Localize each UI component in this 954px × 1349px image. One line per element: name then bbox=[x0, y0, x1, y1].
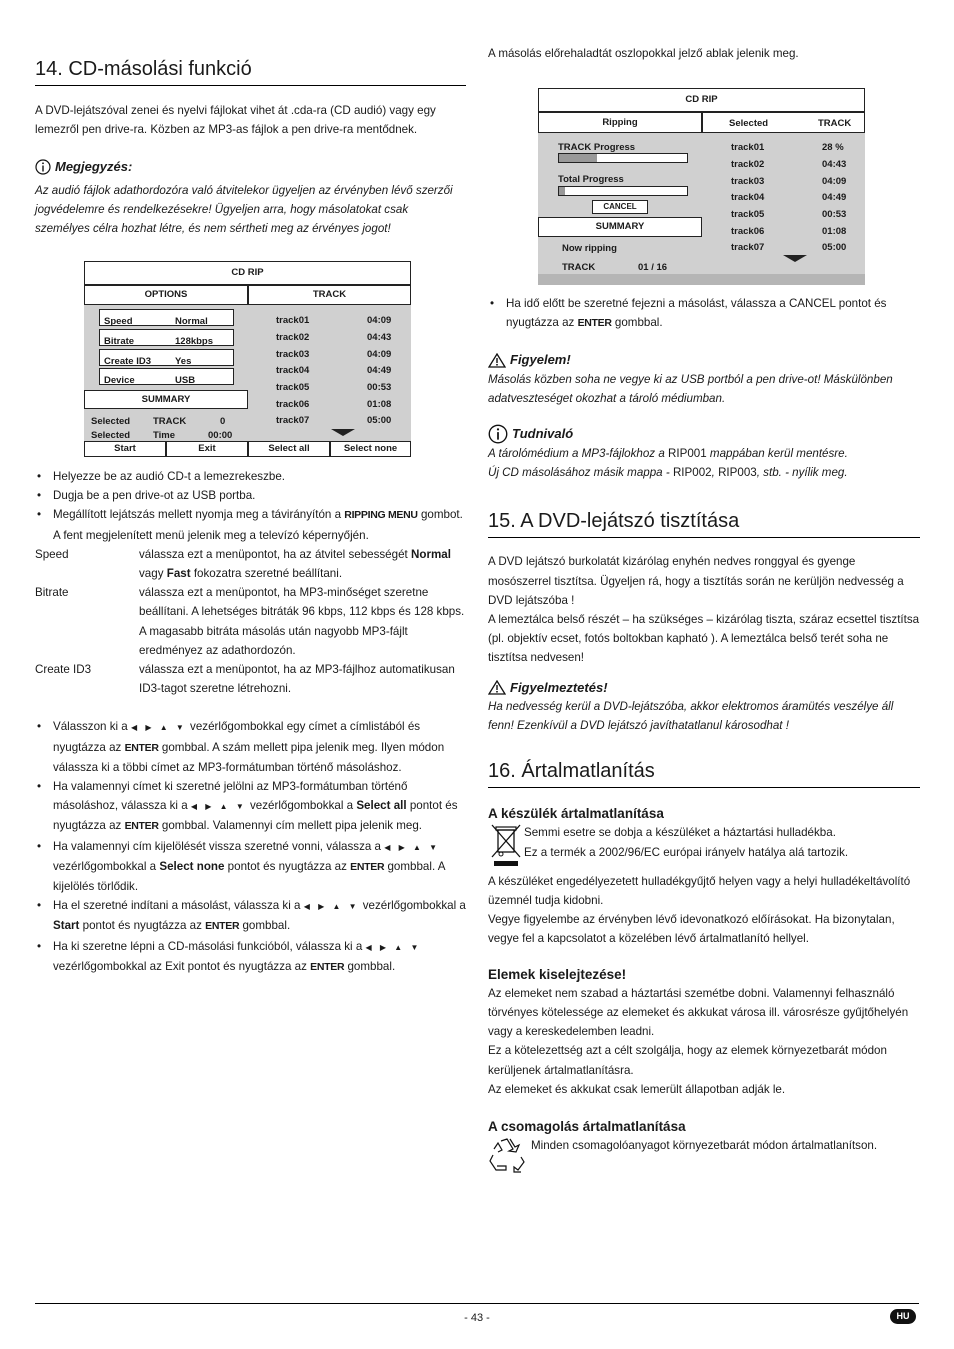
section-15-heading: 15. A DVD-lejátszó tisztítása bbox=[488, 509, 920, 538]
track-name[interactable]: track06 bbox=[276, 399, 310, 410]
track-name[interactable]: track03 bbox=[276, 349, 310, 360]
enter-key: ENTER bbox=[310, 960, 345, 973]
def-term: Create ID3 bbox=[35, 663, 92, 677]
ripping-menu-key: RIPPING MENU bbox=[344, 509, 418, 522]
select-none-button[interactable] bbox=[330, 441, 411, 457]
track-time: 28 % bbox=[822, 142, 844, 153]
step-text: Ha valamennyi címet ki szeretné jelölni az MP3-formátumban történő másoláshoz, válassza ki a bbox=[53, 780, 408, 813]
info-line-1 bbox=[488, 444, 920, 463]
cancel-button-label: CANCEL bbox=[603, 202, 637, 211]
cancel-button[interactable] bbox=[592, 200, 648, 214]
list-item bbox=[35, 937, 466, 977]
track-time: 04:09 bbox=[822, 176, 847, 187]
selected-track-value: 0 bbox=[220, 416, 226, 427]
ripping-label: Ripping bbox=[602, 117, 638, 128]
exit-button[interactable] bbox=[166, 441, 248, 457]
screen1-summary-bar bbox=[84, 390, 248, 409]
info-icon bbox=[35, 159, 51, 175]
now-ripping-label: Now ripping bbox=[562, 243, 617, 254]
battery-text-2: Ez a kötelezettség azt a célt szolgálja, hogy az elemek környezetbarát módon kerüljenek ártalmatlanításra. bbox=[488, 1044, 887, 1077]
info-heading bbox=[488, 424, 920, 444]
info-line-2: Új CD másolásához másik mappa - RIP002, RIP003, stb. - nyílik meg. bbox=[488, 466, 848, 480]
step-text: gombbal. bbox=[614, 316, 663, 330]
cancel-key: CANCEL bbox=[788, 297, 836, 310]
screen2-title: CD RIP bbox=[685, 94, 718, 105]
track-progress-bar bbox=[558, 153, 688, 163]
step-text: vezérlőgombokkal egy címet a címlistából és nyugtázza az bbox=[53, 720, 421, 754]
track-time: 04:43 bbox=[367, 332, 392, 343]
selected-track-label: TRACK bbox=[153, 416, 187, 427]
crossed-bin-icon bbox=[490, 823, 522, 867]
track-col-label: TRACK bbox=[818, 118, 852, 129]
step-text: Válasszon ki a bbox=[53, 720, 128, 734]
recycle-icon bbox=[488, 1137, 526, 1173]
track-name[interactable]: track04 bbox=[276, 365, 310, 376]
folder-name: RIP002 bbox=[672, 466, 712, 480]
info-text: , stb. - nyílik meg. bbox=[756, 466, 848, 480]
step-text: vezérlőgombokkal az Exit pontot és nyugtázza az bbox=[53, 959, 307, 973]
weee-text-1: Semmi esetre se dobja a készüléket a háztartási hulladékba. bbox=[524, 826, 836, 840]
weee-block bbox=[488, 823, 920, 861]
cleaning-text-1: A DVD lejátszó burkolatát kizárólag enyhén nedves ronggyal és gyenge mosószerrel tisztítsa. Ügyeljen rá, hogy a tisztítás során ne kerüljön nedvesség a DVD lejátszóba ! bbox=[488, 555, 904, 607]
step-text: gombot. A fent megjelenített menü jelenik meg a televízó képernyőjén. bbox=[53, 508, 463, 542]
start-key: Start bbox=[53, 919, 80, 933]
track-name: track04 bbox=[731, 192, 765, 203]
arrow-keys-icon: ◀ ▶ ▲ ▼ bbox=[384, 842, 441, 852]
total-progress-fill bbox=[559, 187, 565, 195]
screen1-track-header bbox=[248, 285, 411, 305]
info-text: Új CD másolásához másik mappa - bbox=[488, 466, 670, 480]
def-desc-text: válassza ezt a menüpontot, ha az átvitel sebességét bbox=[139, 547, 408, 561]
track-time: 04:49 bbox=[822, 192, 847, 203]
total-progress-bar bbox=[558, 186, 688, 196]
option-value: USB bbox=[175, 375, 196, 386]
step-text: vezérlőgombokkal a bbox=[53, 859, 157, 873]
setup-steps bbox=[35, 467, 466, 545]
intro-text: A DVD-lejátszóval zenei és nyelvi fájlokat vihet át .cda-ra (CD audió) vagy egy lemezről pen drive-ra. Közben az MP3-as fájlok a pen drive-ra mentődnek. bbox=[35, 104, 436, 137]
list-item bbox=[35, 777, 466, 837]
warning-title: Figyelem! bbox=[510, 352, 571, 368]
info-text: mappában kerül mentésre. bbox=[709, 447, 848, 461]
step-text: Megállított lejátszás mellett nyomja meg a távirányítón a bbox=[53, 508, 342, 522]
def-desc-text: vagy bbox=[139, 567, 164, 581]
option-key: Bitrate bbox=[104, 336, 135, 347]
screen1-title-bar bbox=[84, 261, 411, 285]
step-text: Ha ki szeretne lépni a CD-másolási funkcióból, válassza ki a bbox=[53, 939, 363, 953]
track-name: track02 bbox=[731, 159, 765, 170]
track-time: 05:00 bbox=[367, 415, 392, 426]
summary-label: SUMMARY bbox=[595, 221, 645, 232]
summary-label: SUMMARY bbox=[141, 394, 191, 405]
left-instructions bbox=[35, 467, 466, 977]
section-16-heading: 16. Ártalmatlanítás bbox=[488, 759, 920, 788]
now-track-label: TRACK bbox=[562, 262, 596, 273]
arrow-keys-icon: ◀ ▶ ▲ ▼ bbox=[190, 802, 247, 812]
language-badge: HU bbox=[890, 1309, 916, 1324]
warning-heading bbox=[488, 350, 920, 369]
danger-title: Figyelmeztetés! bbox=[510, 679, 608, 695]
arrow-keys-icon: ◀ ▶ ▲ ▼ bbox=[131, 723, 187, 733]
track-name[interactable]: track02 bbox=[276, 332, 310, 343]
track-name: track06 bbox=[731, 226, 765, 237]
list-item bbox=[35, 837, 466, 897]
warning-icon bbox=[488, 680, 506, 695]
select-all-button[interactable] bbox=[248, 441, 330, 457]
right-body bbox=[488, 294, 920, 1156]
step-text: vezérlőgombokkal a bbox=[249, 799, 354, 813]
cleaning-text-2: A lemeztálca belső részét – ha szükséges – kizárólag tiszta, száraz ecsettel tisztítsa (pl. objektív ecset, fotós boltokban kapható ). A lemeztálca belső terét soha ne tisztítsa nedvesen! bbox=[488, 613, 920, 665]
device-disposal-title: A készülék ártalmatlanítása bbox=[488, 806, 664, 822]
def-bitrate bbox=[35, 583, 466, 660]
select-none-button-label: Select none bbox=[343, 443, 398, 454]
option-value: Yes bbox=[175, 356, 192, 367]
rip-steps bbox=[35, 717, 466, 977]
step-text: gombbal. bbox=[347, 959, 396, 973]
track-name[interactable]: track07 bbox=[276, 415, 310, 426]
option-create-id3[interactable] bbox=[99, 349, 234, 366]
track-name: track07 bbox=[731, 242, 765, 253]
note-heading bbox=[35, 157, 132, 176]
danger-text: Ha nedvesség kerül a DVD-lejátszóba, akkor elektromos áramütés veszélye áll fenn! Ezenkívül a DVD lejátszó javíthatatlanul károsodhat ! bbox=[488, 699, 894, 733]
track-name: track01 bbox=[731, 142, 765, 153]
step-text: gombbal. bbox=[242, 919, 291, 933]
note-title: Megjegyzés: bbox=[55, 159, 133, 174]
total-progress-label: Total Progress bbox=[558, 174, 624, 185]
step-text: gombbal. A kijelölés törlődik. bbox=[53, 859, 445, 894]
option-value: 128kbps bbox=[175, 336, 214, 347]
folder-name: RIP003 bbox=[718, 466, 757, 480]
options-label: OPTIONS bbox=[144, 289, 188, 300]
danger-heading bbox=[488, 678, 920, 697]
def-term: Bitrate bbox=[35, 586, 69, 600]
track-time: 04:09 bbox=[367, 315, 392, 326]
selected-label: Selected bbox=[91, 430, 131, 441]
info-text: A tárolómédium a MP3-fájlokhoz a bbox=[488, 447, 665, 461]
def-desc: válassza ezt a menüpontot, ha az MP3-fájlhoz automatikusan ID3-tagot szeretne létrehozni. bbox=[139, 663, 455, 696]
footer-rule bbox=[35, 1303, 919, 1304]
track-name[interactable]: track01 bbox=[276, 315, 310, 326]
option-key: Device bbox=[104, 375, 135, 386]
list-item bbox=[35, 717, 466, 777]
disposal-text-1: A készüléket engedélyezetett hulladékgyűjtő helyen vagy a helyi hulladékeltávolító üzemnél tudja kidobni. bbox=[488, 874, 911, 908]
step-text: pontot és nyugtázza az bbox=[506, 297, 887, 330]
exit-button-label: Exit bbox=[198, 443, 216, 454]
option-key: Create ID3 bbox=[104, 356, 151, 367]
warning-text: Másolás közben soha ne vegye ki az USB portból a pen drive-ot! Máskülönben adatveszteséget okozhat a tároló médiumban. bbox=[488, 372, 893, 405]
scroll-down-icon[interactable] bbox=[783, 255, 807, 262]
start-button-label: Start bbox=[114, 443, 136, 454]
list-item: • Helyezze be az audió CD-t a lemezrekeszbe. bbox=[35, 467, 466, 486]
enter-key: ENTER bbox=[124, 820, 159, 833]
packaging-block bbox=[488, 1136, 920, 1155]
start-button[interactable] bbox=[84, 441, 166, 457]
screen1-title: CD RIP bbox=[231, 267, 264, 278]
section-14-heading: 14. CD-másolási funkció bbox=[35, 57, 466, 86]
packaging-text: Minden csomagolóanyagot környezetbarát módon ártalmatlanítson. bbox=[531, 1139, 878, 1153]
selected-time-label: Time bbox=[153, 430, 176, 441]
screen2-title-bar bbox=[538, 88, 865, 112]
selected-header bbox=[702, 112, 865, 133]
progress-intro: A másolás előrehaladtát oszlopokkal jelző ablak jelenik meg. bbox=[488, 47, 799, 60]
def-speed bbox=[35, 545, 466, 583]
list-item: • Dugja be a pen drive-ot az USB portba. bbox=[35, 486, 466, 505]
def-desc-text: fokozatra szeretné beállítani. bbox=[193, 567, 343, 581]
track-name: track03 bbox=[731, 176, 765, 187]
select-all-key: Select all bbox=[356, 799, 407, 813]
step-text: vezérlőgombokkal a bbox=[362, 899, 466, 913]
track-time: 04:49 bbox=[367, 365, 392, 376]
option-value: Normal bbox=[175, 316, 208, 327]
step-text: pontot és nyugtázza az bbox=[82, 919, 202, 933]
normal-value: Normal bbox=[411, 547, 451, 561]
warning-icon bbox=[488, 353, 506, 368]
enter-key: ENTER bbox=[350, 860, 385, 873]
track-time: 04:09 bbox=[367, 349, 392, 360]
track-name: track05 bbox=[731, 209, 765, 220]
page-number: - 43 - bbox=[464, 1312, 490, 1324]
track-time: 04:43 bbox=[822, 159, 847, 170]
def-desc bbox=[139, 545, 466, 583]
battery-text-1: Az elemeket nem szabad a háztartási szemétbe dobni. Valamennyi felhasználó törvényes kötelessége az elemeket és akkukat városa ill. városrésze gyűjtőhelyén vagy a kereskedelemben leadni. bbox=[488, 986, 909, 1039]
option-bitrate[interactable] bbox=[99, 329, 234, 346]
weee-text-2: Ez a termék a 2002/96/EC európai irányelv hatálya alá tartozik. bbox=[524, 845, 849, 859]
select-all-button-label: Select all bbox=[268, 443, 310, 454]
step-text: gombbal. Valamennyi cím mellett pipa jelenik meg. bbox=[161, 819, 423, 833]
selected-label: Selected bbox=[91, 416, 131, 427]
track-time: 00:53 bbox=[822, 209, 847, 220]
step-text: Ha el szeretné indítani a másolást, válassza ki a bbox=[53, 899, 301, 913]
track-progress-label: TRACK Progress bbox=[558, 142, 636, 153]
battery-disposal-title: Elemek kiselejtezése! bbox=[488, 966, 627, 982]
option-device[interactable] bbox=[99, 368, 234, 385]
select-none-key: Select none bbox=[159, 859, 225, 873]
option-speed[interactable] bbox=[99, 309, 234, 326]
info-icon bbox=[488, 424, 508, 444]
enter-key: ENTER bbox=[577, 317, 612, 330]
ripping-header bbox=[538, 112, 702, 133]
screen2-summary-bar bbox=[538, 217, 702, 237]
track-progress-fill bbox=[559, 154, 597, 162]
step-text: Ha idő előtt be szeretné fejezni a másolást, válassza a bbox=[506, 297, 786, 310]
packaging-disposal-title: A csomagolás ártalmatlanítása bbox=[488, 1119, 686, 1135]
list-item bbox=[35, 505, 466, 544]
step-text: pontot és nyugtázza az bbox=[53, 799, 458, 833]
step-text: pontot és nyugtázza az bbox=[227, 859, 347, 873]
arrow-keys-icon: ◀ ▶ ▲ ▼ bbox=[365, 942, 422, 952]
def-term: Speed bbox=[35, 547, 69, 561]
option-key: Speed bbox=[104, 316, 133, 327]
list-item bbox=[488, 294, 920, 333]
track-time: 01:08 bbox=[367, 399, 392, 410]
scroll-down-icon[interactable] bbox=[331, 429, 355, 436]
def-create-id3 bbox=[35, 660, 466, 698]
track-time: 01:08 bbox=[822, 226, 847, 237]
track-name[interactable]: track05 bbox=[276, 382, 310, 393]
track-time: 05:00 bbox=[822, 242, 847, 253]
fast-value: Fast bbox=[166, 567, 191, 581]
list-item bbox=[35, 896, 466, 936]
battery-text-3: Az elemeket és akkukat csak lemerült állapotban adják le. bbox=[488, 1082, 786, 1096]
note-text: Az audió fájlok adathordozóra való átvitelekor ügyeljen az érvényben lévő szerzői jogvédelemre és rendelkezésekre! Ügyeljen arra, hogy másolatokat csak személyes célra hozhat létre, és nem sértheti meg az érvényes jogot! bbox=[35, 184, 453, 236]
cancel-steps bbox=[488, 294, 920, 333]
step-text: Ha valamennyi cím kijelölését vissza szeretné vonni, válassza a bbox=[53, 839, 381, 853]
folder-name: RIP001 bbox=[668, 447, 707, 461]
def-desc: válassza ezt a menüpontot, ha MP3-minőséget szeretne beállítani. A lehetséges bitráták 96 kbps, 112 kbps és 128 kbps. A magasabb bitráta másolás után nagyobb MP3-fájlt eredményez az adathordozón. bbox=[139, 586, 465, 657]
disposal-text-2: Vegye figyelembe az érvényben lévő idevonatkozó előírásokat. Ha bizonytalan, vegye fel a kapcsolatot a közelében lévő ártalmatlanító hellyel. bbox=[488, 913, 895, 946]
selected-col-label: Selected bbox=[729, 118, 769, 129]
step-text: gombbal. A szám mellett pipa jelenik meg. Ilyen módon válassza ki a többi címet az MP3-formátumban történő másoláshoz. bbox=[53, 740, 445, 774]
enter-key: ENTER bbox=[205, 920, 240, 933]
selected-time-value: 00:00 bbox=[208, 430, 233, 441]
screen1-options-header bbox=[84, 285, 248, 305]
arrow-keys-icon: ◀ ▶ ▲ ▼ bbox=[303, 902, 360, 912]
track-time: 00:53 bbox=[367, 382, 392, 393]
track-count: 01 / 16 bbox=[638, 262, 668, 273]
track-header-label: TRACK bbox=[312, 289, 347, 300]
enter-key: ENTER bbox=[124, 741, 159, 754]
info-title: Tudnivaló bbox=[512, 426, 574, 442]
